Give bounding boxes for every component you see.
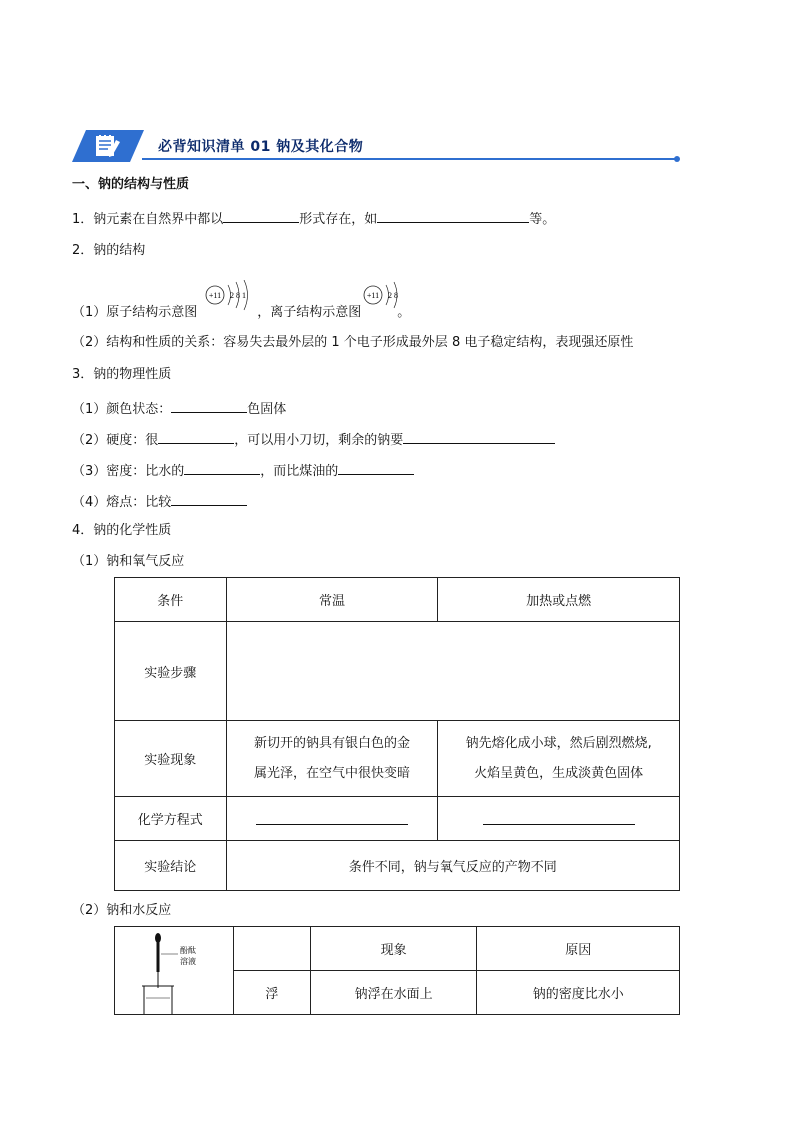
ion-diagram-label: ，离子结构示意图 xyxy=(257,305,362,320)
atom-shell-electrons: 2 8 1 xyxy=(230,291,246,300)
item-1-middle: 形式存在，如 xyxy=(299,212,378,227)
row-label-phenomenon: 实验现象 xyxy=(115,721,227,797)
table-cell: 钠浮在水面上 xyxy=(310,971,477,1015)
physical-density-line: （3）密度：比水的 ，而比煤油的 xyxy=(72,460,414,481)
section-title: 一、钠的结构与性质 xyxy=(72,177,190,192)
item-1-suffix: 等。 xyxy=(529,212,556,227)
blank-field[interactable] xyxy=(403,429,555,444)
row-label-equation: 化学方程式 xyxy=(115,797,227,841)
phenomenon-room-temp-cell: 新切开的钠具有银白色的金 属光泽，在空气中很快变暗 xyxy=(226,721,438,797)
physical-melting-line: （4）熔点：比较 xyxy=(72,491,247,512)
table-cell: 钠的密度比水小 xyxy=(477,971,680,1015)
ion-nucleus: +11 xyxy=(366,291,380,300)
table-header-cell: 常温 xyxy=(226,578,438,622)
blank-field[interactable] xyxy=(158,429,234,444)
blank-field[interactable] xyxy=(483,808,635,825)
table-row xyxy=(115,721,680,797)
table-row xyxy=(115,841,680,891)
row-label-conclusion: 实验结论 xyxy=(115,841,227,891)
table-header-cell: 加热或点燃 xyxy=(438,578,680,622)
item-2-title: 2．钠的结构 xyxy=(72,243,146,258)
table-row xyxy=(115,797,680,841)
empty-header-cell xyxy=(233,927,310,971)
blank-field[interactable] xyxy=(377,208,529,223)
physical-hardness-line: （2）硬度：很 ，可以用小刀切，剩余的钠要 xyxy=(72,429,555,450)
sodium-water-table xyxy=(114,926,680,1015)
physical-color-line: （1）颜色状态： 色固体 xyxy=(72,398,286,419)
empty-cell xyxy=(226,622,679,721)
section-header-banner xyxy=(72,130,680,162)
structure-diagram-line: （1）原子结构示意图 ，离子结构示意图 。 xyxy=(72,305,411,320)
atom-diagram-label: （1）原子结构示意图 xyxy=(72,305,198,320)
table-header-cell: 条件 xyxy=(115,578,227,622)
dropper-label-line2: 溶液 xyxy=(179,957,196,966)
blank-field[interactable] xyxy=(184,460,260,475)
blank-field[interactable] xyxy=(338,460,414,475)
phenomenon-heating-cell: 钠先熔化成小球，然后剧烈燃烧, 火焰呈黄色，生成淡黄色固体 xyxy=(438,721,680,797)
table-row xyxy=(115,927,680,971)
row-label-steps: 实验步骤 xyxy=(115,622,227,721)
header-line-end-dot xyxy=(674,156,680,162)
page-title: 必背知识清单 01 钠及其化合物 xyxy=(158,139,364,155)
header-underline xyxy=(142,158,676,160)
notepad-pencil-icon xyxy=(72,130,144,162)
item-1-line xyxy=(72,208,555,229)
table-header-cell: 现象 xyxy=(310,927,477,971)
table-cell: 浮 xyxy=(233,971,310,1015)
subsection-sodium-water: （2）钠和水反应 xyxy=(72,903,172,918)
blank-field[interactable] xyxy=(171,491,247,506)
dropper-label-line1: 酚酞 xyxy=(179,946,196,955)
item-4-title: 4．钠的化学性质 xyxy=(72,523,172,538)
sodium-atom-diagram xyxy=(204,280,264,320)
table-header-cell: 原因 xyxy=(477,927,680,971)
blank-field[interactable] xyxy=(171,398,247,413)
apparatus-image-cell xyxy=(115,927,234,1015)
ion-shell-electrons: 2 8 xyxy=(388,291,398,300)
blank-field[interactable] xyxy=(223,208,299,223)
table-row xyxy=(115,622,680,721)
blank-field[interactable] xyxy=(256,808,408,825)
table-row xyxy=(115,578,680,622)
equation-blank-cell xyxy=(226,797,438,841)
sodium-ion-diagram xyxy=(362,280,422,320)
structure-property-relation: （2）结构和性质的关系：容易失去最外层的 1 个电子形成最外层 8 电子稳定结构，表现强还原性 xyxy=(72,335,634,350)
item-3-title: 3．钠的物理性质 xyxy=(72,367,172,382)
conclusion-cell: 条件不同，钠与氧气反应的产物不同 xyxy=(226,841,679,891)
equation-blank-cell xyxy=(438,797,680,841)
item-1-prefix: 1．钠元素在自然界中都以 xyxy=(72,212,224,227)
atom-nucleus: +11 xyxy=(208,291,222,300)
dropper-beaker-illustration xyxy=(134,928,214,1014)
sodium-oxygen-table xyxy=(114,577,680,891)
subsection-sodium-oxygen: （1）钠和氧气反应 xyxy=(72,554,185,569)
